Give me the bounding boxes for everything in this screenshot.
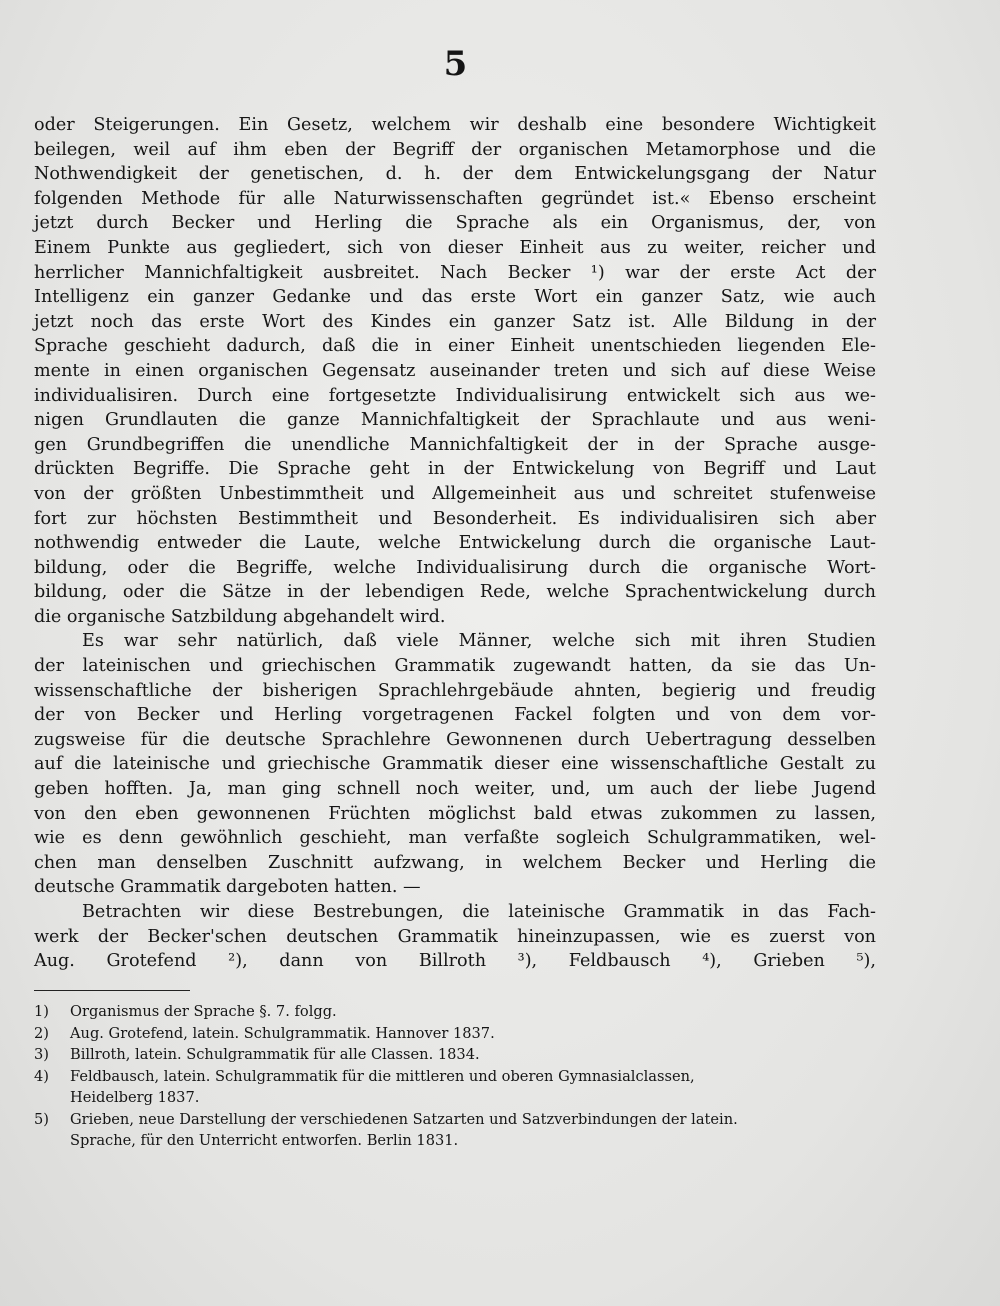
text-line: der lateinischen und griechischen Grammatik zugewandt hatten, da sie das Un- [34,656,876,677]
text-line: werk der Becker'schen deutschen Grammatik hineinzupassen, wie es zuerst von [34,926,876,947]
text-line: individualisiren. Durch eine fortgesetzte Individualisirung entwickelt sich aus we- [34,385,876,406]
text-line: wissenschaftliche der bisherigen Sprachlehrgebäude ahnten, begierig und freudig [34,680,876,701]
text-line: beilegen, weil auf ihm eben der Begriff der organischen Metamorphose und die [34,139,876,160]
text-line: Einem Punkte aus gegliedert, sich von dieser Einheit aus zu weiter, reicher und [34,237,876,258]
footnote-5 [34,1109,876,1131]
text-line: mente in einen organischen Gegensatz auseinander treten und sich auf diese Weise [34,360,876,381]
text-line: folgenden Methode für alle Naturwissenschaften gegründet ist.« Ebenso erscheint [34,188,876,209]
footnote-divider [34,990,190,991]
text-line: bildung, oder die Begriffe, welche Individualisirung durch die organische Wort- [34,557,876,578]
footnote-text: Organismus der Sprache §. 7. folgg. [70,1003,337,1020]
footnote-2 [34,1023,876,1045]
text-line: zugsweise für die deutsche Sprachlehre Gewonnenen durch Uebertragung desselben [34,729,876,750]
footnote-3 [34,1044,876,1066]
text-line: nigen Grundlauten die ganze Mannichfaltigkeit der Sprachlaute und aus weni- [34,410,876,431]
text-line: jetzt noch das erste Wort des Kindes ein ganzer Satz ist. Alle Bildung in der [34,311,876,332]
text-line: herrlicher Mannichfaltigkeit ausbreitet. Nach Becker ¹) war der erste Act der [34,262,876,283]
paragraph-start-line: Betrachten wir diese Bestrebungen, die lateinische Grammatik in das Fach- [82,902,876,922]
text-line: deutsche Grammatik dargeboten hatten. — [34,877,421,898]
text-line: Nothwendigkeit der genetischen, d. h. der dem Entwickelungsgang der Natur [34,164,876,185]
footnote-text: Grieben, neue Darstellung der verschiedenen Satzarten und Satzverbindungen der latein. [70,1110,738,1128]
text-line: fort zur höchsten Bestimmtheit und Besonderheit. Es individualisiren sich aber [34,508,876,529]
text-line: oder Steigerungen. Ein Gesetz, welchem wir deshalb eine besondere Wichtigkeit [34,115,876,135]
footnote-1 [34,1001,876,1023]
text-line: nothwendig entweder die Laute, welche Entwickelung durch die organische Laut- [34,533,876,554]
footnotes [34,1001,876,1152]
body-text [34,113,876,974]
text-line: Intelligenz ein ganzer Gedanke und das erste Wort ein ganzer Satz, wie auch [34,287,876,308]
footnote-5-continuation: Sprache, für den Unterricht entworfen. Berlin 1831. [70,1132,459,1149]
footnote-4 [34,1066,876,1088]
footnote-label: 2) [34,1024,49,1042]
footnote-text: Billroth, latein. Schulgrammatik für alle Classen. 1834. [70,1046,480,1063]
text-line: Sprache geschieht dadurch, daß die in einer Einheit unentschieden liegenden Ele- [34,336,876,357]
footnote-text: Feldbausch, latein. Schulgrammatik für die mittleren und oberen Gymnasialclassen, [70,1067,695,1085]
text-line: geben hofften. Ja, man ging schnell noch weiter, und, um auch der liebe Jugend [34,779,876,800]
text-line: bildung, oder die Sätze in der lebendigen Rede, welche Sprachentwickelung durch [34,582,876,603]
text-line: die organische Satzbildung abgehandelt wird. [34,606,446,627]
footnote-4-continuation: Heidelberg 1837. [70,1089,200,1106]
text-line: von der größten Unbestimmtheit und Allgemeinheit aus und schreitet stufenweise [34,483,876,504]
text-line: drückten Begriffe. Die Sprache geht in der Entwickelung von Begriff und Laut [34,459,876,480]
text-line: gen Grundbegriffen die unendliche Mannichfaltigkeit der in der Sprache ausge- [34,434,876,455]
footnote-text: Aug. Grotefend, latein. Schulgrammatik. Hannover 1837. [70,1024,495,1042]
text-line: von den eben gewonnenen Früchten möglichst bald etwas zukommen zu lassen, [34,803,876,824]
text-line: auf die lateinische und griechische Grammatik dieser eine wissenschaftliche Gestalt zu [34,754,876,775]
footnote-label: 5) [34,1110,49,1128]
paragraph-start-line: Es war sehr natürlich, daß viele Männer, welche sich mit ihren Studien [82,631,876,652]
footnote-label: 3) [34,1046,49,1063]
page-number: 5 [443,44,469,84]
text-line: chen man denselben Zuschnitt aufzwang, in welchem Becker und Herling die [34,852,876,873]
text-line: jetzt durch Becker und Herling die Sprache als ein Organismus, der, von [34,213,876,234]
text-line: der von Becker und Herling vorgetragenen Fackel folgten und von dem vor- [34,705,876,726]
footnote-label: 4) [34,1067,49,1085]
text-line: Aug. Grotefend ²), dann von Billroth ³), Feldbausch ⁴), Grieben ⁵), [34,951,876,972]
footnote-label: 1) [34,1003,49,1020]
text-line: wie es denn gewöhnlich geschieht, man verfaßte sogleich Schulgrammatiken, wel- [34,828,876,849]
